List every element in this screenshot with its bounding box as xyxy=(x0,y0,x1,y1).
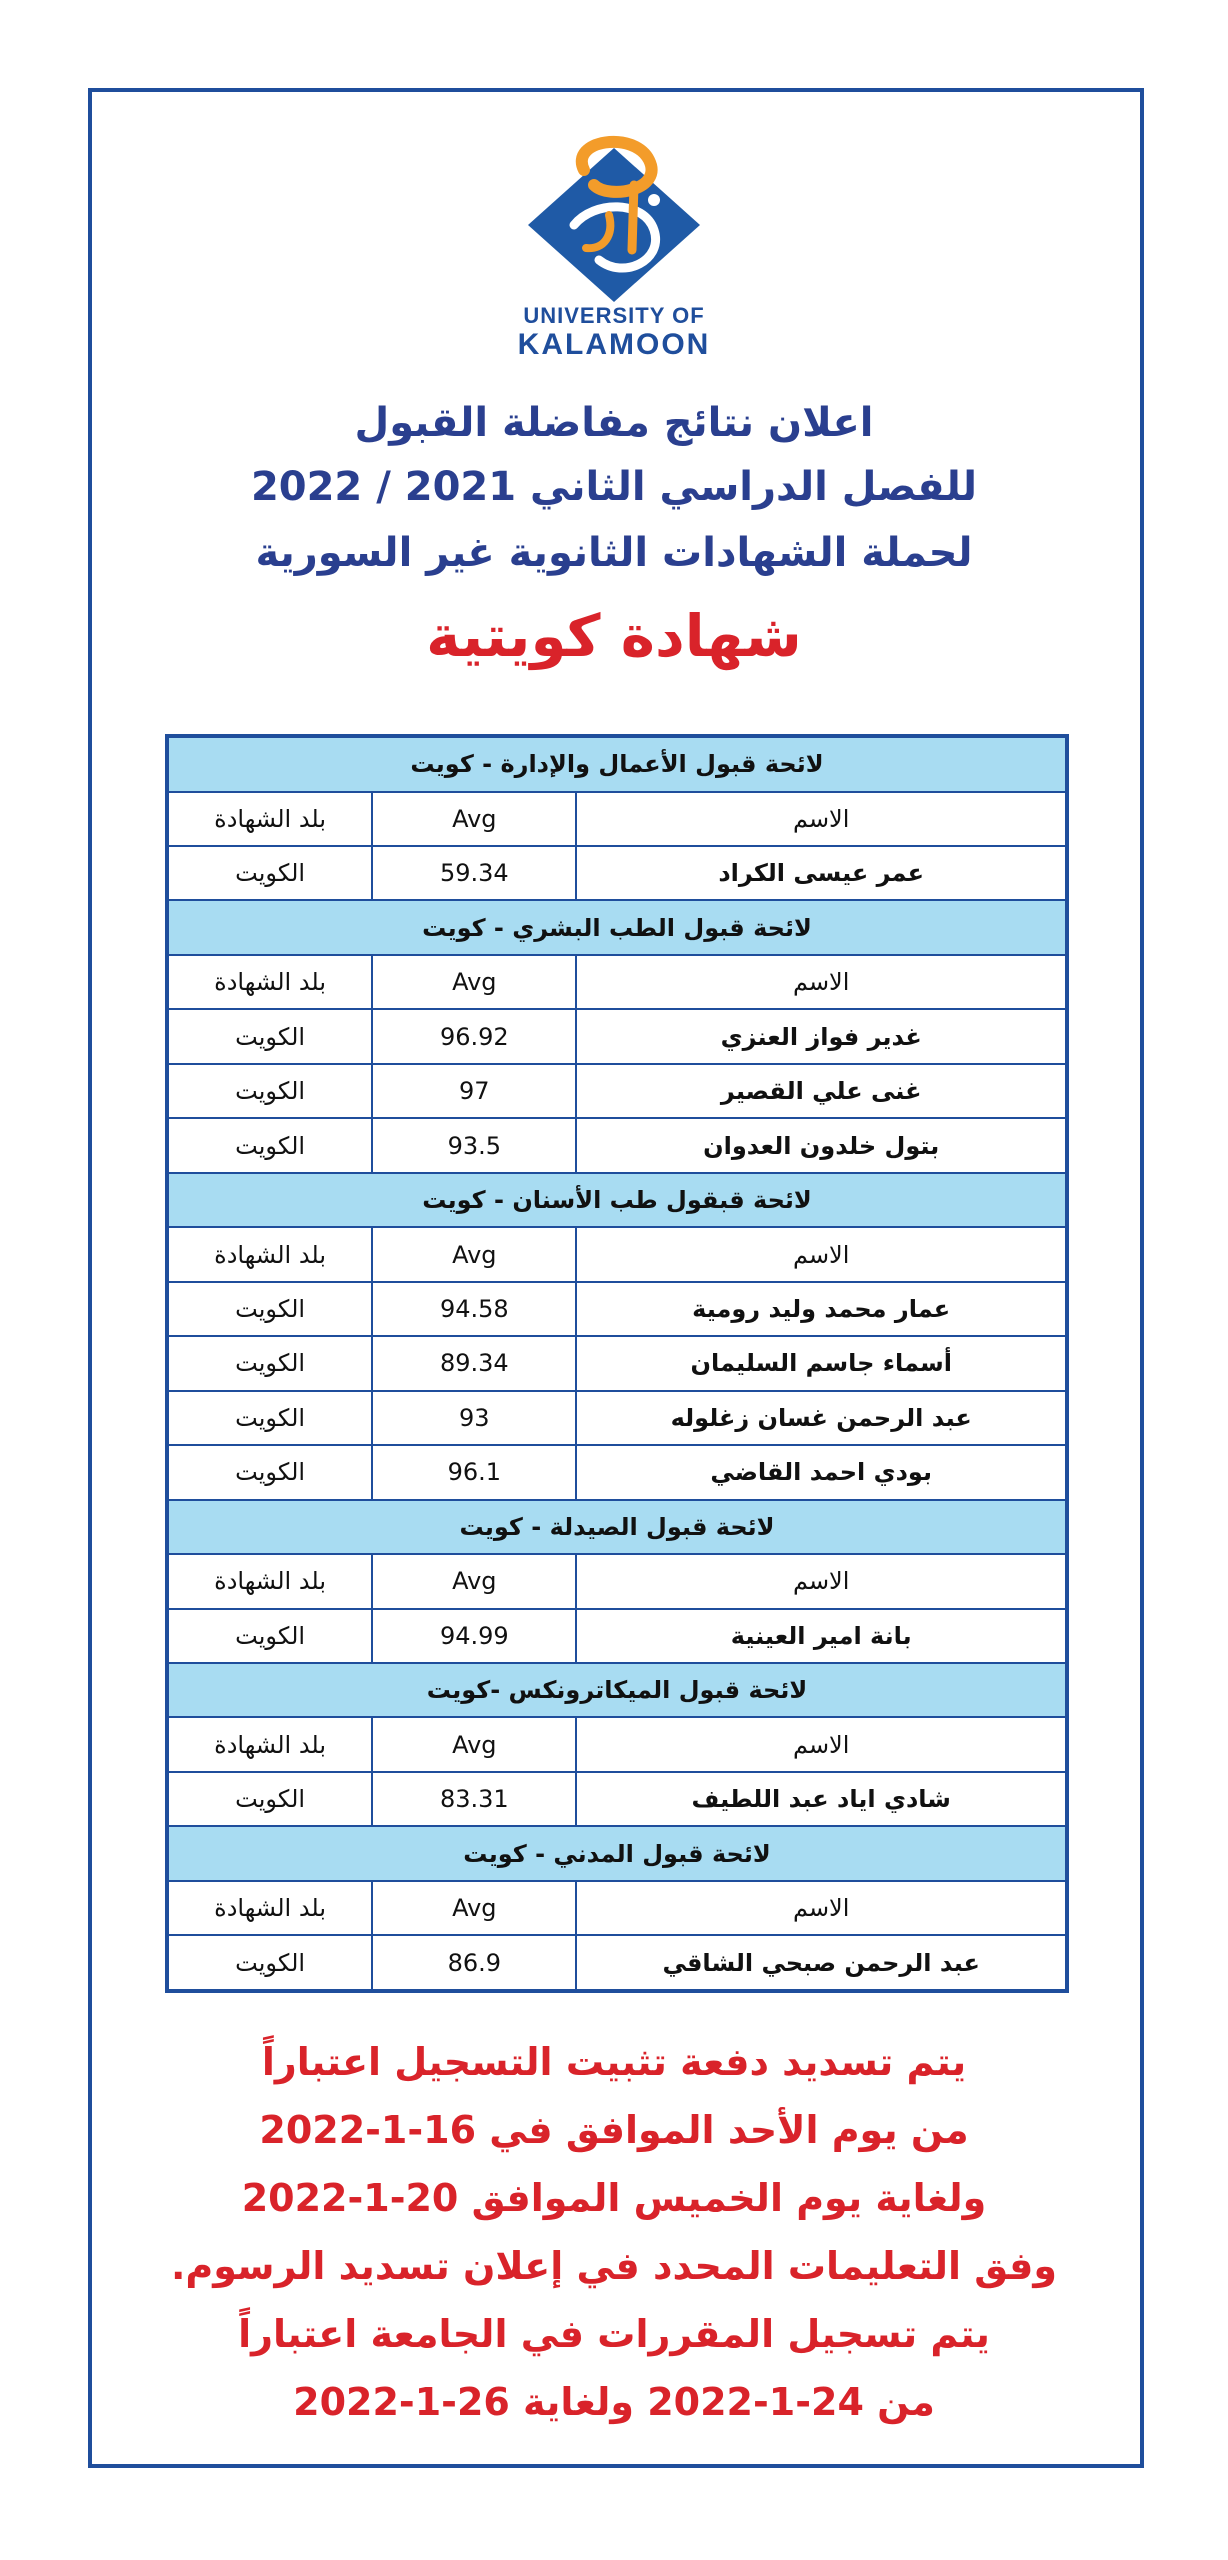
student-avg: 97 xyxy=(372,1064,576,1118)
student-name: عمر عيسى الكراد xyxy=(576,846,1067,900)
student-name: عبد الرحمن غسان زغلوله xyxy=(576,1391,1067,1445)
student-name: عمار محمد وليد رومية xyxy=(576,1282,1067,1336)
col-name-header: الاسم xyxy=(576,1881,1067,1935)
col-name-header: الاسم xyxy=(576,792,1067,846)
section-header-row xyxy=(167,736,1067,792)
student-country: الكويت xyxy=(167,1118,372,1172)
table-row xyxy=(167,1609,1067,1663)
student-country: الكويت xyxy=(167,1445,372,1499)
heading-audience: لحملة الشهادات الثانوية غير السورية xyxy=(255,530,973,576)
student-country: الكويت xyxy=(167,1336,372,1390)
heading-semester: للفصل الدراسي الثاني 2021 / 2022 xyxy=(250,464,978,510)
student-name: غدير فواز العنزي xyxy=(576,1009,1067,1063)
col-country-header: بلد الشهادة xyxy=(167,1881,372,1935)
student-country: الكويت xyxy=(167,1609,372,1663)
table-row xyxy=(167,1935,1067,1991)
student-avg: 83.31 xyxy=(372,1772,576,1826)
table-row xyxy=(167,1009,1067,1063)
notice-line: يتم تسجيل المقررات في الجامعة اعتباراً xyxy=(238,2312,990,2356)
student-country: الكويت xyxy=(167,1009,372,1063)
col-avg-header: Avg xyxy=(372,1881,576,1935)
student-avg: 96.1 xyxy=(372,1445,576,1499)
logo-text-line1: UNIVERSITY OF xyxy=(523,303,705,328)
student-avg: 89.34 xyxy=(372,1336,576,1390)
logo-emblem-icon xyxy=(514,130,714,305)
col-country-header: بلد الشهادة xyxy=(167,1227,372,1281)
column-header-row xyxy=(167,1881,1067,1935)
col-country-header: بلد الشهادة xyxy=(167,1554,372,1608)
col-name-header: الاسم xyxy=(576,1554,1067,1608)
notice-line: يتم تسديد دفعة تثبيت التسجيل اعتباراً xyxy=(261,2040,967,2084)
column-header-row xyxy=(167,792,1067,846)
student-avg: 93 xyxy=(372,1391,576,1445)
section-header-row xyxy=(167,1663,1067,1717)
notice-line: ولغاية يوم الخميس الموافق 20-1-2022 xyxy=(241,2176,987,2220)
section-title: لائحة قبول الصيدلة - كويت xyxy=(167,1500,1067,1554)
notice-line: وفق التعليمات المحدد في إعلان تسديد الرسوم. xyxy=(170,2244,1058,2288)
student-name: عبد الرحمن صبحي الشاقي xyxy=(576,1935,1067,1991)
student-name: بتول خلدون العدوان xyxy=(576,1118,1067,1172)
section-header-row xyxy=(167,1500,1067,1554)
student-avg: 59.34 xyxy=(372,846,576,900)
heading-certificate: شهادة كويتية xyxy=(426,602,802,670)
table-row xyxy=(167,846,1067,900)
section-header-row xyxy=(167,1826,1067,1880)
heading-title: اعلان نتائج مفاضلة القبول xyxy=(354,400,874,446)
table-row xyxy=(167,1064,1067,1118)
student-country: الكويت xyxy=(167,1772,372,1826)
column-header-row xyxy=(167,1717,1067,1771)
column-header-row xyxy=(167,1554,1067,1608)
student-name: بانة امير العينية xyxy=(576,1609,1067,1663)
column-header-row xyxy=(167,955,1067,1009)
col-name-header: الاسم xyxy=(576,955,1067,1009)
student-name: غنى علي القصير xyxy=(576,1064,1067,1118)
student-country: الكويت xyxy=(167,1935,372,1991)
student-country: الكويت xyxy=(167,1391,372,1445)
student-avg: 94.99 xyxy=(372,1609,576,1663)
col-country-header: بلد الشهادة xyxy=(167,955,372,1009)
table-row xyxy=(167,1118,1067,1172)
col-country-header: بلد الشهادة xyxy=(167,1717,372,1771)
section-title: لائحة قبول الميكاترونكس -كويت xyxy=(167,1663,1067,1717)
student-name: أسماء جاسم السليمان xyxy=(576,1336,1067,1390)
table-row xyxy=(167,1282,1067,1336)
university-logo xyxy=(514,130,714,360)
student-country: الكويت xyxy=(167,846,372,900)
student-country: الكويت xyxy=(167,1064,372,1118)
section-title: لائحة قبول الأعمال والإدارة - كويت xyxy=(167,736,1067,792)
table-row xyxy=(167,1336,1067,1390)
section-title: لائحة قبول الطب البشري - كويت xyxy=(167,900,1067,954)
col-avg-header: Avg xyxy=(372,1554,576,1608)
col-avg-header: Avg xyxy=(372,1717,576,1771)
logo-text-line2: KALAMOON xyxy=(517,328,711,361)
col-avg-header: Avg xyxy=(372,955,576,1009)
col-avg-header: Avg xyxy=(372,1227,576,1281)
col-avg-header: Avg xyxy=(372,792,576,846)
section-title: لائحة قبقول طب الأسنان - كويت xyxy=(167,1173,1067,1227)
student-avg: 86.9 xyxy=(372,1935,576,1991)
col-name-header: الاسم xyxy=(576,1227,1067,1281)
student-avg: 93.5 xyxy=(372,1118,576,1172)
table-row xyxy=(167,1772,1067,1826)
student-name: شادي اياد عبد اللطيف xyxy=(576,1772,1067,1826)
notice-line: من 24-1-2022 ولغاية 26-1-2022 xyxy=(293,2380,935,2424)
table-row xyxy=(167,1445,1067,1499)
section-title: لائحة قبول المدني - كويت xyxy=(167,1826,1067,1880)
section-header-row xyxy=(167,900,1067,954)
col-country-header: بلد الشهادة xyxy=(167,792,372,846)
notice-line: من يوم الأحد الموافق في 16-1-2022 xyxy=(259,2108,969,2152)
column-header-row xyxy=(167,1227,1067,1281)
student-avg: 96.92 xyxy=(372,1009,576,1063)
student-name: بودي احمد القاضي xyxy=(576,1445,1067,1499)
table-row xyxy=(167,1391,1067,1445)
section-header-row xyxy=(167,1173,1067,1227)
student-avg: 94.58 xyxy=(372,1282,576,1336)
results-table xyxy=(165,734,1069,1993)
col-name-header: الاسم xyxy=(576,1717,1067,1771)
student-country: الكويت xyxy=(167,1282,372,1336)
